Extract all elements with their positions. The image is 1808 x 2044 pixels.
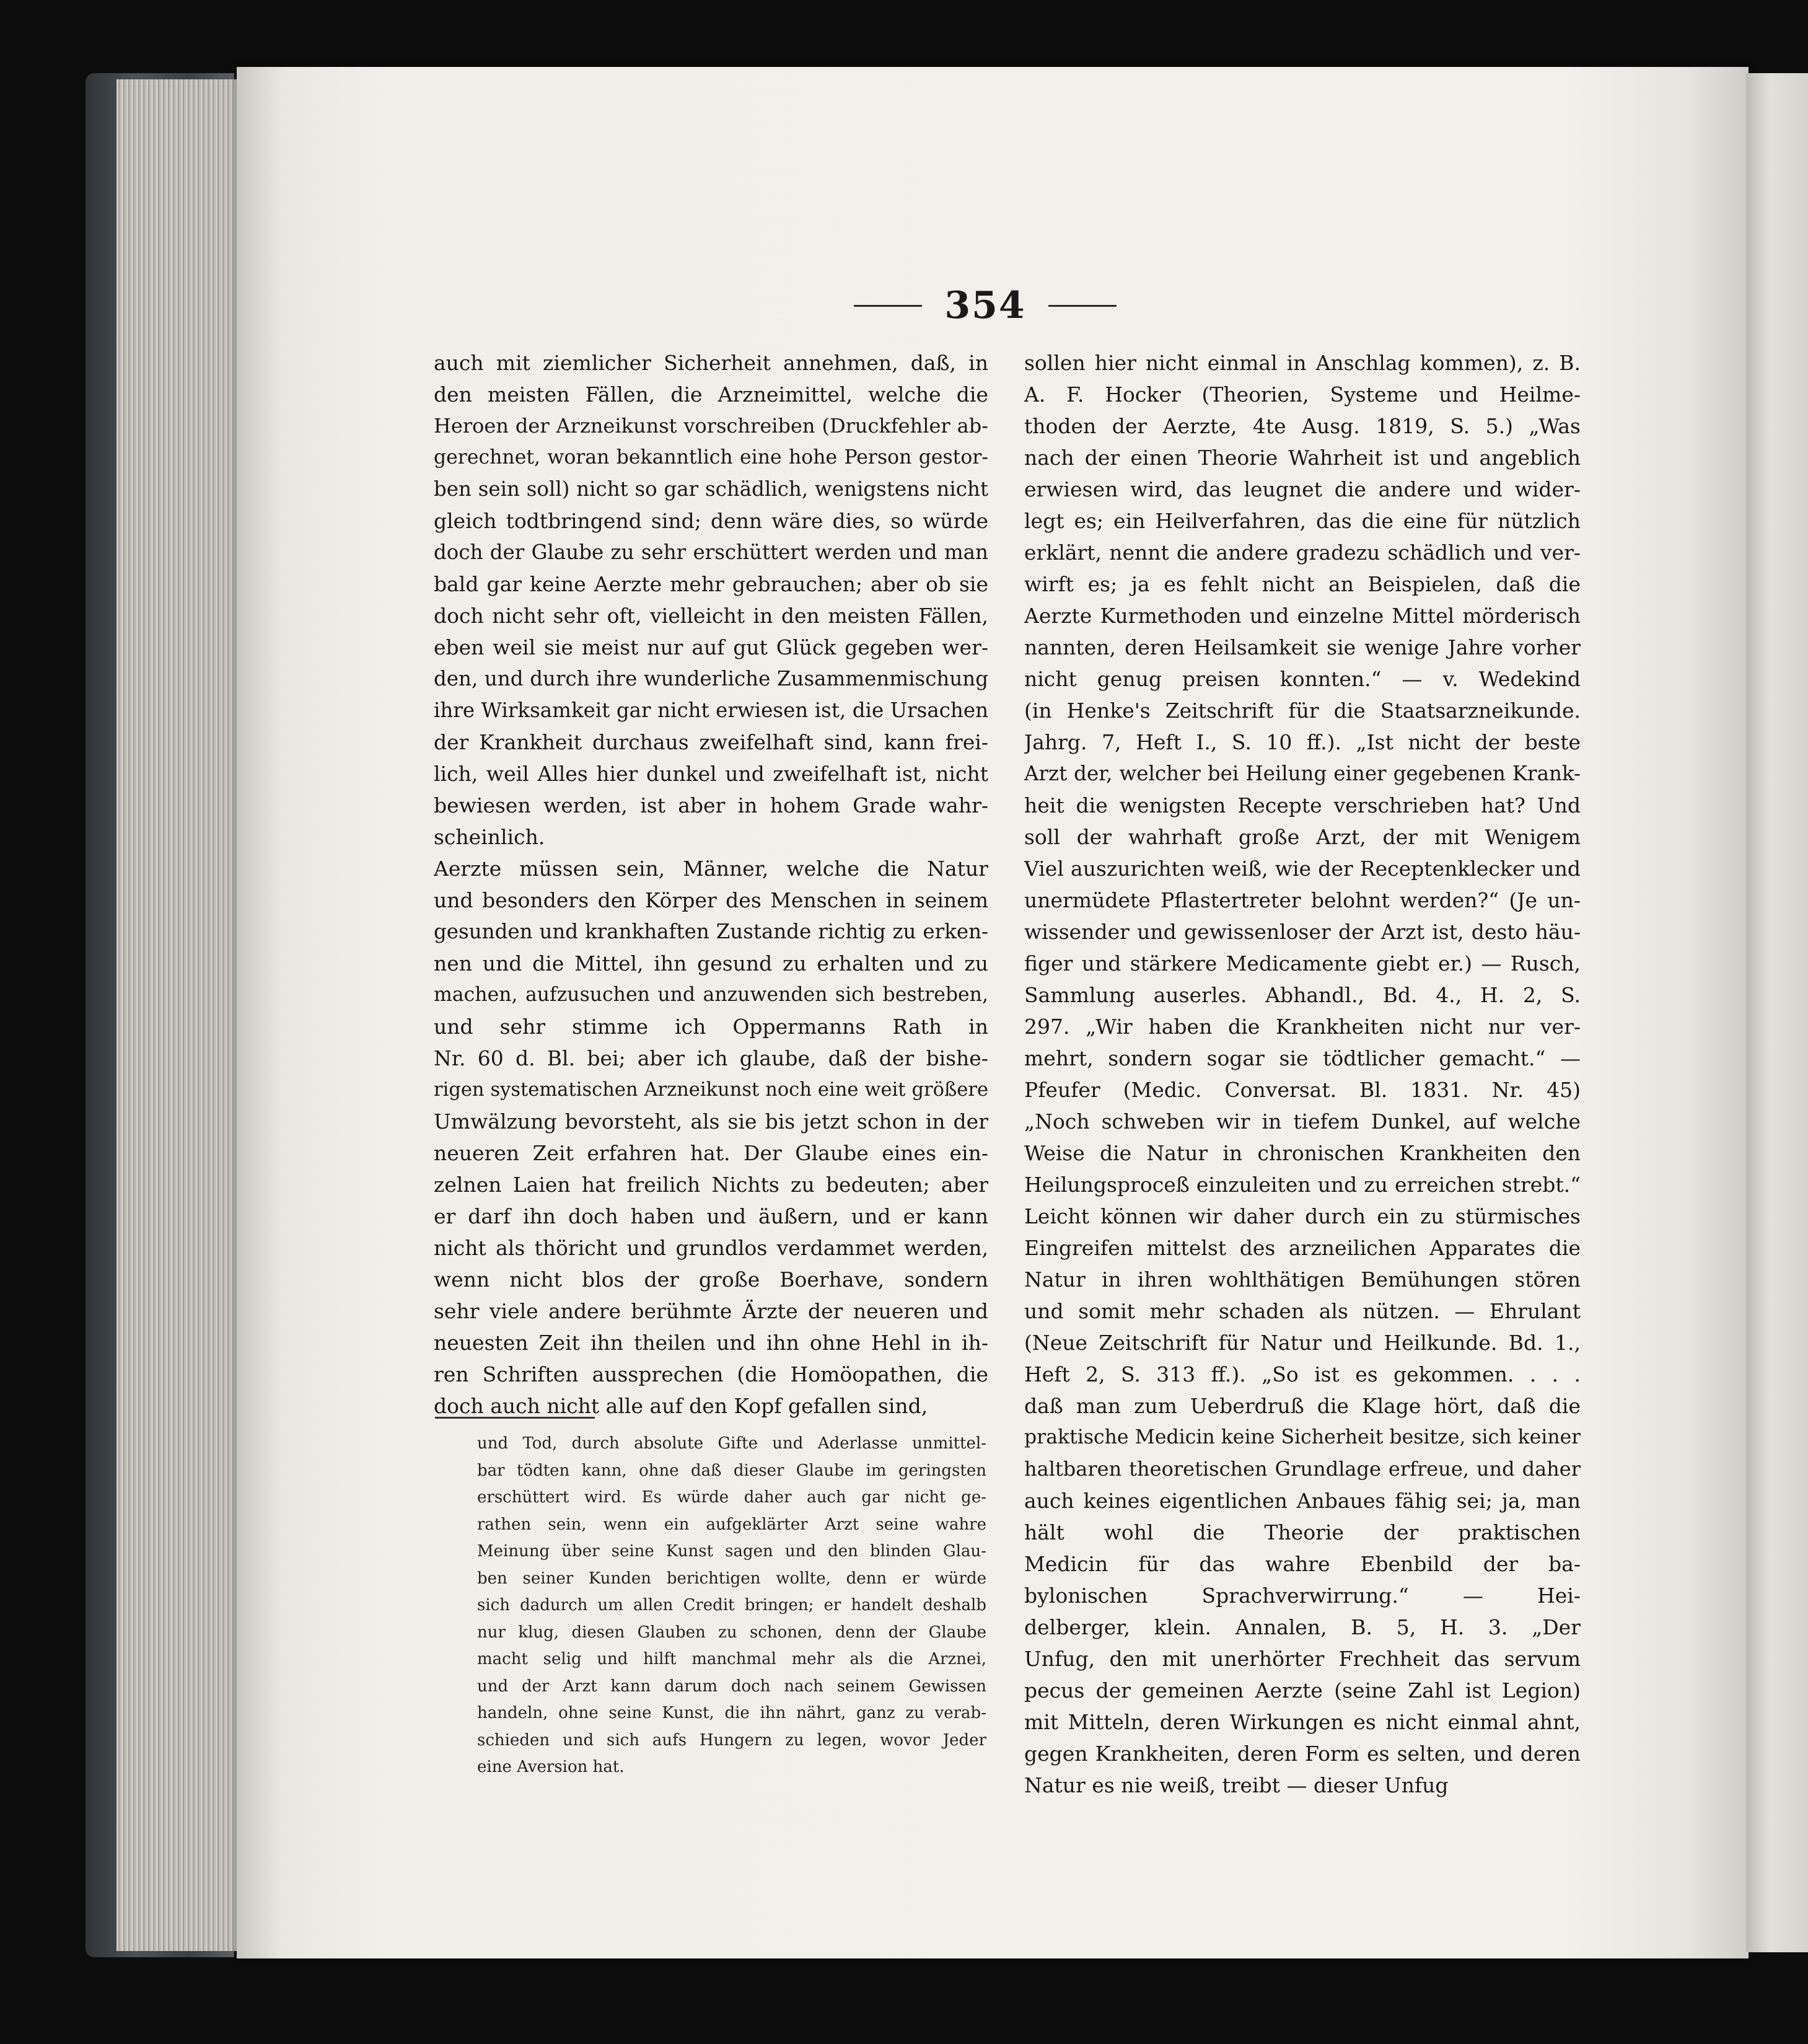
footnote: [477, 1430, 986, 1781]
text-line: er darf ihn doch haben und äußern, und er kann: [434, 1204, 988, 1228]
text-line: Eingreifen mittelst des arzneilichen Apparates die: [1024, 1236, 1581, 1260]
text-line: heit die wenigsten Recepte verschrieben hat? Und: [1024, 793, 1581, 817]
text-line: ren Schriften aussprechen (die Homöopathen, die: [434, 1362, 988, 1386]
text-line: rathen sein, wenn ein aufgeklärter Arzt seine wahre: [477, 1515, 986, 1534]
text-line: nur klug, diesen Glauben zu schonen, denn der Glaube: [477, 1623, 986, 1642]
text-line: praktische Medicin keine Sicherheit besitze, sich keiner: [1024, 1426, 1581, 1448]
text-line: unermüdete Pflastertreter belohnt werden?“ (Je un-: [1024, 888, 1581, 912]
text-line: den meisten Fällen, die Arzneimittel, welche die: [434, 382, 988, 407]
text-line: erschüttert wird. Es würde daher auch gar nicht ge-: [477, 1488, 986, 1507]
text-line: nicht als thöricht und grundlos verdammet werden,: [434, 1236, 988, 1260]
text-line: (in Henke's Zeitschrift für die Staatsarzneikunde.: [1024, 698, 1581, 723]
header-rule-right: [1048, 305, 1117, 307]
text-line: handeln, ohne seine Kunst, die ihn nährt, ganz zu verab-: [477, 1704, 986, 1722]
text-line: Heroen der Arzneikunst vorschreiben (Druckfehler ab-: [434, 414, 988, 438]
text-line: A. F. Hocker (Theorien, Systeme und Heilme-: [1024, 382, 1581, 407]
text-line: eben weil sie meist nur auf gut Glück gegeben wer-: [434, 635, 988, 659]
text-line: figer und stärkere Medicamente giebt er.) — Rusch,: [1024, 951, 1581, 976]
text-line: „Noch schweben wir in tiefem Dunkel, auf welche: [1024, 1109, 1581, 1134]
text-line: bar tödten kann, ohne daß dieser Glaube im geringsten: [477, 1461, 986, 1480]
text-line: delberger, klein. Annalen, B. 5, H. 3. „Der: [1024, 1615, 1581, 1639]
text-line: und besonders den Körper des Menschen in seinem: [434, 888, 988, 912]
text-line: legt es; ein Heilverfahren, das die eine für nützlich: [1024, 509, 1581, 533]
text-line: und der Arzt kann darum doch nach seinem Gewissen: [477, 1676, 986, 1696]
text-line: Heft 2, S. 313 ff.). „So ist es gekommen. . . .: [1024, 1362, 1581, 1386]
text-line: Pfeufer (Medic. Conversat. Bl. 1831. Nr. 45): [1024, 1078, 1581, 1102]
text-line: ihre Wirksamkeit gar nicht erwiesen ist, die Ursachen: [434, 698, 988, 722]
text-line: Natur es nie weiß, treibt — dieser Unfug: [1024, 1773, 1449, 1797]
left-text-column: [434, 347, 988, 1422]
text-line: Weise die Natur in chronischen Krankheiten den: [1024, 1141, 1581, 1165]
text-line: sollen hier nicht einmal in Anschlag kommen), z. B.: [1024, 351, 1581, 375]
text-line: (Neue Zeitschrift für Natur und Heilkunde. Bd. 1.,: [1024, 1331, 1581, 1355]
text-line: machen, aufzusuchen und anzuwenden sich bestreben,: [434, 984, 988, 1006]
page-edges: [116, 79, 240, 1951]
text-line: Aerzte Kurmethoden und einzelne Mittel mörderisch: [1024, 604, 1581, 628]
text-line: doch der Glaube zu sehr erschüttert werden und man: [434, 540, 988, 564]
text-line: Jahrg. 7, Heft I., S. 10 ff.). „Ist nicht der beste: [1024, 730, 1581, 754]
text-line: pecus der gemeinen Aerzte (seine Zahl ist Legion): [1024, 1678, 1581, 1703]
text-line: soll der wahrhaft große Arzt, der mit Wenigem: [1024, 825, 1581, 849]
text-line: Meinung über seine Kunst sagen und den blinden Glau-: [477, 1542, 986, 1561]
text-line: mehrt, sondern sogar sie tödtlicher gemacht.“ —: [1024, 1046, 1581, 1070]
facing-page-edge: [1746, 73, 1808, 1952]
text-line: wirft es; ja es fehlt nicht an Beispielen, daß die: [1024, 572, 1581, 596]
text-line: auch keines eigentlichen Anbaues fähig sei; ja, man: [1024, 1489, 1581, 1513]
right-text-column: [1024, 347, 1581, 1801]
text-line: nen und die Mittel, ihn gesund zu erhalten und zu: [434, 951, 988, 976]
text-line: bylonischen Sprachverwirrung.“ — Hei-: [1024, 1584, 1581, 1608]
text-line: haltbaren theoretischen Grundlage erfreue, und daher: [1024, 1457, 1581, 1481]
text-line: gegen Krankheiten, deren Form es selten, und deren: [1024, 1742, 1581, 1766]
text-line: gerechnet, woran bekanntlich eine hohe Person gestor-: [434, 446, 988, 469]
text-line: mit Mitteln, deren Wirkungen es nicht einmal ahnt,: [1024, 1710, 1581, 1734]
text-line: lich, weil Alles hier dunkel und zweifelhaft ist, nicht: [434, 762, 988, 786]
text-line: Heilungsproceß einzuleiten und zu erreichen strebt.“: [1024, 1173, 1581, 1197]
text-line: schieden und sich aufs Hungern zu legen, wovor Jeder: [477, 1730, 986, 1750]
text-line: macht selig und hilft manchmal mehr als die Arznei,: [477, 1650, 986, 1668]
text-line: sich dadurch um allen Credit bringen; er handelt deshalb: [477, 1596, 986, 1614]
text-line: neuesten Zeit ihn theilen und ihn ohne Hehl in ih-: [434, 1331, 988, 1355]
text-line: wenn nicht blos der große Boerhave, sondern: [434, 1267, 988, 1292]
text-line: der Krankheit durchaus zweifelhaft sind, kann frei-: [434, 730, 988, 754]
text-line: erklärt, nennt die andere gradezu schädlich und ver-: [1024, 540, 1581, 565]
text-line: Nr. 60 d. Bl. bei; aber ich glaube, daß der bishe-: [434, 1046, 988, 1070]
text-line: 297. „Wir haben die Krankheiten nicht nur ver-: [1024, 1015, 1581, 1039]
text-line: Medicin für das wahre Ebenbild der ba-: [1024, 1552, 1581, 1576]
text-line: rigen systematischen Arzneikunst noch eine weit größere: [434, 1079, 988, 1101]
text-line: thoden der Aerzte, 4te Ausg. 1819, S. 5.) „Was: [1024, 414, 1581, 438]
text-line: doch auch nicht alle auf den Kopf gefallen sind,: [434, 1394, 928, 1418]
text-line: Natur in ihren wohlthätigen Bemühungen stören: [1024, 1267, 1581, 1292]
text-line: und somit mehr schaden als nützen. — Ehrulant: [1024, 1299, 1581, 1323]
header-rule-left: [854, 305, 922, 307]
text-line: nannten, deren Heilsamkeit sie wenige Jahre vorher: [1024, 635, 1581, 659]
text-line: Arzt der, welcher bei Heilung einer gegebenen Krank-: [1024, 762, 1581, 785]
text-line: und Tod, durch absolute Gifte und Aderlasse unmittel-: [477, 1434, 986, 1453]
text-line: gesunden und krankhaften Zustande richtig zu erken-: [434, 920, 988, 943]
page-number: 354: [944, 284, 1026, 327]
text-line: nach der einen Theorie Wahrheit ist und angeblich: [1024, 446, 1581, 470]
text-line: Sammlung auserles. Abhandl., Bd. 4., H. 2, S.: [1024, 983, 1581, 1007]
text-line: Viel auszurichten weiß, wie der Receptenklecker und: [1024, 857, 1581, 881]
text-line: bald gar keine Aerzte mehr gebrauchen; aber ob sie: [434, 572, 988, 596]
page-number-header: [843, 278, 1128, 333]
text-line: wissender und gewissenloser der Arzt ist, desto häu-: [1024, 920, 1581, 944]
text-line: daß man zum Ueberdruß die Klage hört, daß die: [1024, 1394, 1581, 1418]
footnote-separator: [435, 1417, 595, 1419]
text-line: Unfug, den mit unerhörter Frechheit das servum: [1024, 1647, 1581, 1671]
text-line: Leicht können wir daher durch ein zu stürmisches: [1024, 1204, 1581, 1228]
text-line: hält wohl die Theorie der praktischen: [1024, 1520, 1581, 1544]
text-line: doch nicht sehr oft, vielleicht in den meisten Fällen,: [434, 604, 988, 628]
text-line: den, und durch ihre wunderliche Zusammenmischung: [434, 667, 988, 690]
text-line: gleich todtbringend sind; denn wäre dies, so würde: [434, 509, 988, 533]
text-line: und sehr stimme ich Oppermanns Rath in: [434, 1015, 988, 1039]
text-line: zelnen Laien hat freilich Nichts zu bedeuten; aber: [434, 1173, 988, 1197]
text-line: neueren Zeit erfahren hat. Der Glaube eines ein-: [434, 1141, 988, 1165]
text-line: ben sein soll) nicht so gar schädlich, wenigstens nicht: [434, 477, 988, 501]
text-line: erwiesen wird, das leugnet die andere und wider-: [1024, 477, 1581, 501]
text-line: bewiesen werden, ist aber in hohem Grade wahr-: [434, 793, 988, 817]
text-line: scheinlich.: [434, 825, 545, 849]
text-line: ben seiner Kunden berichtigen wollte, denn er würde: [477, 1569, 986, 1588]
text-line: Umwälzung bevorsteht, als sie bis jetzt schon in der: [434, 1109, 988, 1134]
text-line: sehr viele andere berühmte Ärzte der neueren und: [434, 1299, 988, 1323]
text-line: auch mit ziemlicher Sicherheit annehmen, daß, in: [434, 351, 988, 375]
text-line: eine Aversion hat.: [477, 1758, 625, 1776]
text-line: Aerzte müssen sein, Männer, welche die Natur: [434, 857, 988, 881]
text-line: nicht genug preisen konnten.“ — v. Wedekind: [1024, 667, 1581, 691]
